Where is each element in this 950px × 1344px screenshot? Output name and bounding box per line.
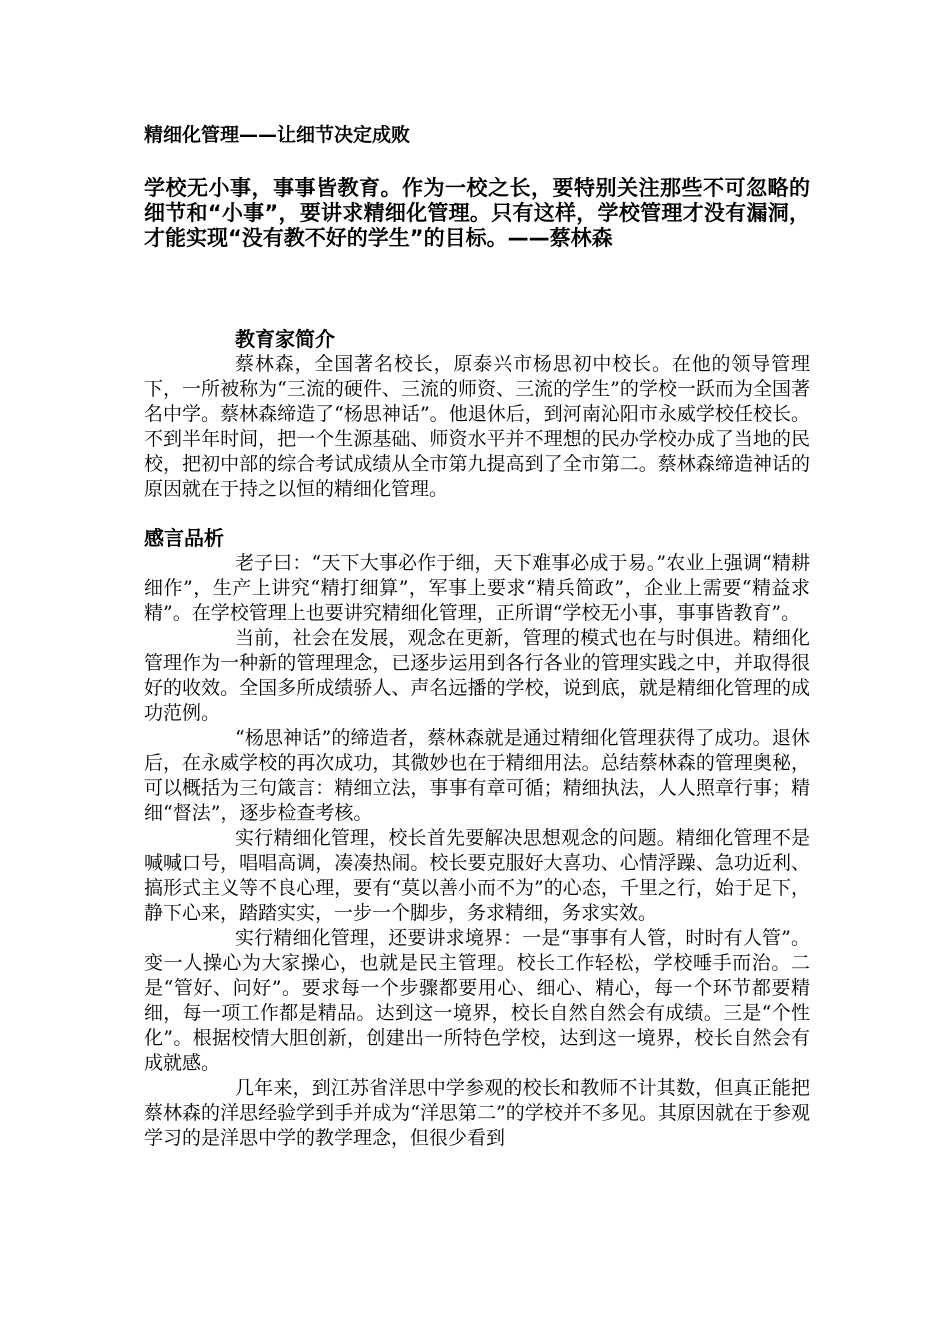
analysis-paragraph: 实行精细化管理，校长首先要解决思想观念的问题。精细化管理不是喊喊口号，唱唱高调，凑凑热闹。校长要克服好大喜功、心情浮躁、急功近利、搞形式主义等不良心理，要有“莫以善小而不为”的心态，千里之行，始于足下，静下心来，踏踏实实，一步一个脚步，务求精细，务求实效。: [144, 827, 810, 924]
bio-paragraph: 蔡林森，全国著名校长，原泰兴市杨思初中校长。在他的领导管理下，一所被称为“三流的硬件、三流的师资、三流的学生”的学校一跃而为全国著名中学。蔡林森缔造了“杨思神话”。他退休后，到河南沁阳市永威学校任校长。不到半年时间，把一个生源基础、师资水平并不理想的民办学校办成了当地的民校，把初中部的综合考试成绩从全市第九提高到了全市第二。蔡林森缔造神话的原因就在于持之以恒的精细化管理。: [144, 353, 810, 500]
bio-heading: 教育家简介: [235, 327, 335, 351]
analysis-paragraph: “杨思神话”的缔造者，蔡林森就是通过精细化管理获得了成功。退休后，在永威学校的再次成功，其微妙也在于精细用法。总结蔡林森的管理奥秘，可以概括为三句箴言：精细立法，事事有章可循；精细执法，人人照章行事；精细“督法”，逐步检查考核。: [144, 727, 810, 824]
analysis-paragraph: 实行精细化管理，还要讲求境界：一是“事事有人管，时时有人管”。变一人操心为大家操心，也就是民主管理。校长工作轻松，学校唾手而治。二是“管好、问好”。要求每一个步骤都要用心、细心、精心，每一个环节都要精细，每一项工作都是精品。达到这一境界，校长自然自然会有成绩。三是“个性化”。根据校情大胆创新，创建出一所特色学校，达到这一境界，校长自然会有成就感。: [144, 927, 810, 1074]
document-title: 精细化管理——让细节决定成败: [144, 124, 411, 146]
analysis-paragraph: 老子曰：“天下大事必作于细，天下难事必成于易。”农业上强调“精耕细作”，生产上讲究“精打细算”，军事上要求“精兵简政”，企业上需要“精益求精”。在学校管理上也要讲究精细化管理，正所谓“学校无小事，事事皆教育”。: [144, 552, 810, 624]
analysis-paragraph: 几年来，到江苏省洋思中学参观的校长和教师不计其数，但真正能把蔡林森的洋思经验学到手并成为“洋思第二”的学校并不多见。其原因就在于参观学习的是洋思中学的教学理念，但很少看到: [144, 1077, 810, 1149]
analysis-heading: 感言品析: [144, 526, 224, 550]
opening-quote: 学校无小事，事事皆教育。作为一校之长，要特别关注那些不可忽略的细节和“小事”，要讲求精细化管理。只有这样，学校管理才没有漏洞，才能实现“没有教不好的学生”的目标。——蔡林森: [144, 176, 810, 250]
analysis-paragraph: 当前，社会在发展，观念在更新，管理的模式也在与时俱进。精细化管理作为一种新的管理理念，已逐步运用到各行各业的管理实践之中，并取得很好的收效。全国多所成绩骄人、声名远播的学校，说到底，就是精细化管理的成功范例。: [144, 627, 810, 724]
document-page: [144, 120, 810, 1151]
